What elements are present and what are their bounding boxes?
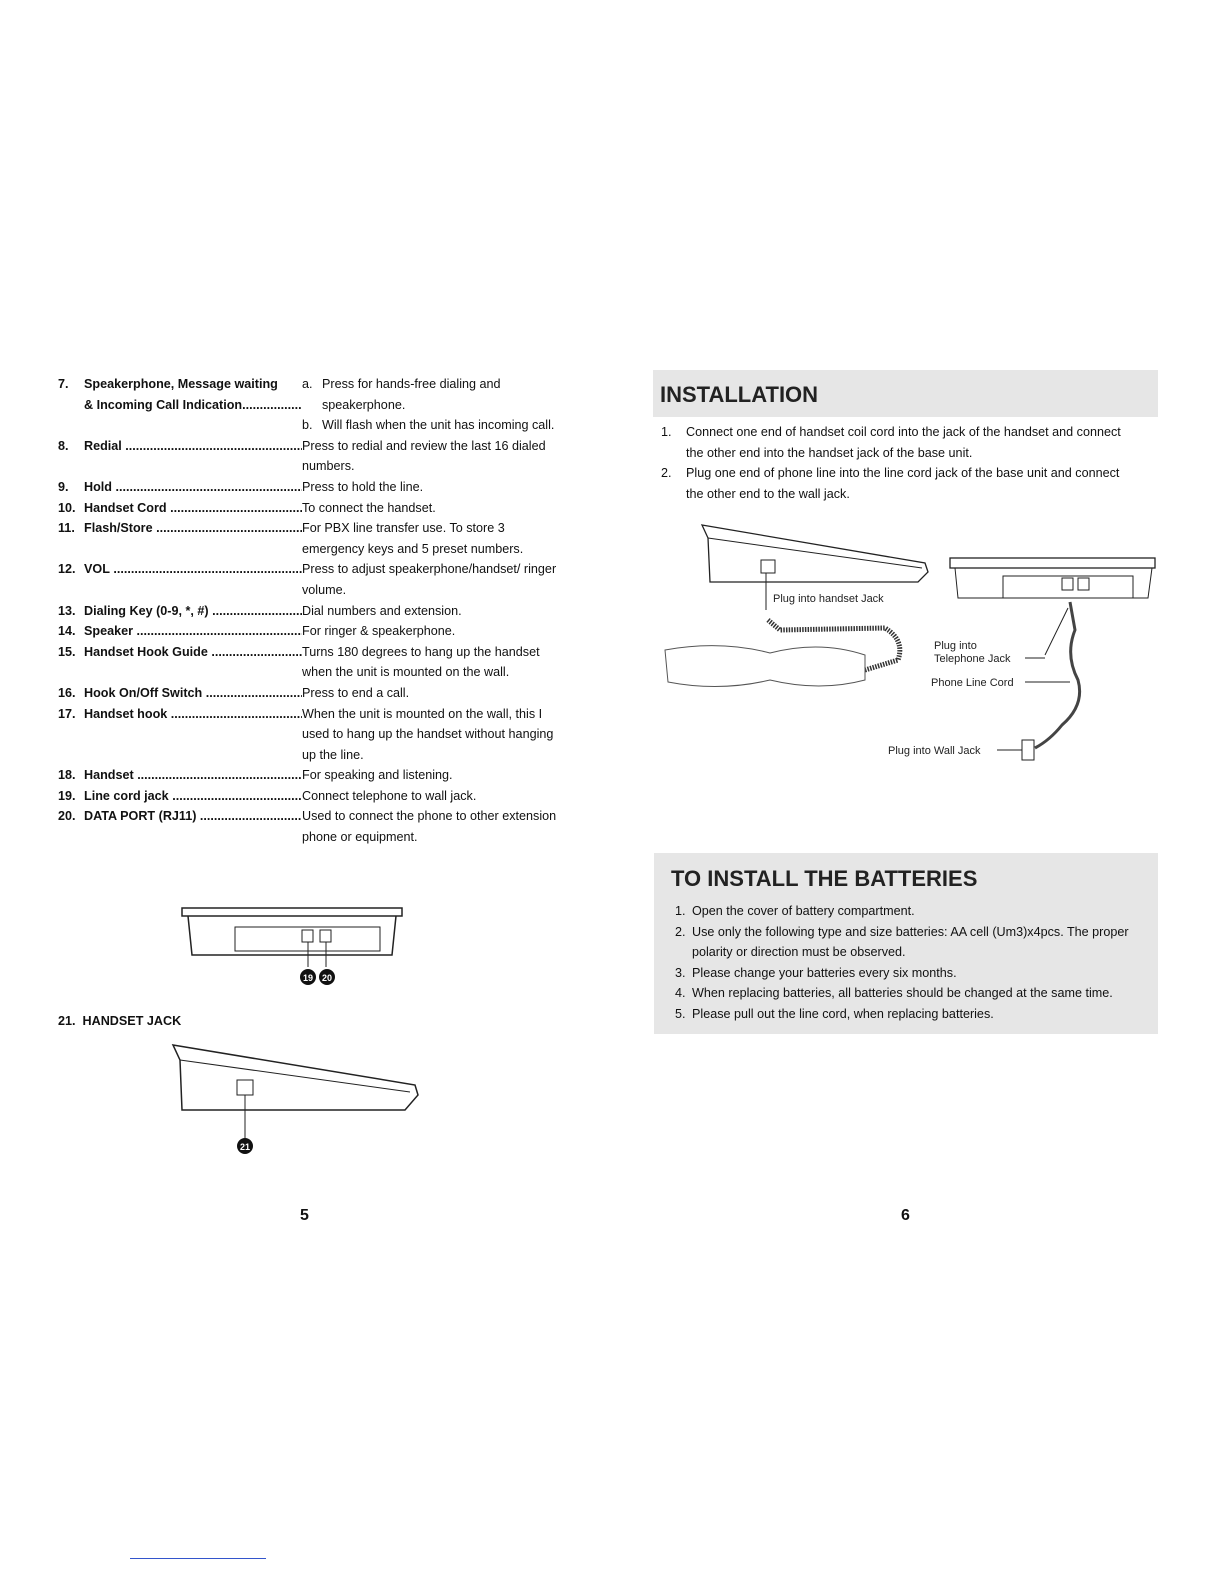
feature-item: [58, 765, 558, 786]
item-label: Handset hook: [84, 706, 168, 721]
label-phone-line-cord: Phone Line Cord: [931, 677, 1014, 689]
section-title: INSTALLATION: [660, 382, 819, 407]
item-desc: Press to hold the line.: [302, 479, 424, 494]
list-item: 3. Please change your batteries every six months.: [675, 965, 957, 980]
feature-item: [58, 518, 558, 559]
feature-item: [58, 498, 558, 519]
callout-19: 19: [302, 973, 314, 983]
item-label: & Incoming Call Indication: [84, 397, 243, 412]
feature-item: [58, 683, 558, 704]
item-desc: When the unit is mounted on the wall, this I used to hang up the handset without hanging up the line.: [302, 706, 554, 762]
item-number: 9.: [58, 479, 69, 494]
item-label: Line cord jack: [84, 788, 169, 803]
item-number: 19.: [58, 788, 76, 803]
item-number: 11.: [58, 521, 75, 536]
item-desc: For PBX line transfer use. To store 3 emergency keys and 5 preset numbers.: [302, 521, 524, 556]
list-item: 5. Please pull out the line cord, when replacing batteries.: [675, 1006, 994, 1021]
item-number: 12.: [58, 562, 76, 577]
item-number: 13.: [58, 603, 76, 618]
item-desc: Turns 180 degrees to hang up the handset when the unit is mounted on the wall.: [302, 644, 540, 680]
item-label: Hold: [84, 479, 112, 494]
list-item: 2. Use only the following type and size batteries: AA cell (Um3)x4pcs. The proper polarity or direction must be observed.: [675, 924, 1129, 960]
feature-item: [58, 704, 558, 766]
item-desc: To connect the handset.: [302, 500, 436, 515]
callout-20: 20: [321, 973, 333, 983]
item-label: Speaker: [84, 624, 134, 639]
item-desc: For speaking and listening.: [302, 768, 453, 783]
feature-item: [58, 621, 558, 642]
feature-item: [58, 806, 558, 847]
installation-diagram: [660, 520, 1160, 770]
item-number: 17.: [58, 706, 76, 721]
item-number: 8.: [58, 438, 69, 453]
item-desc: Will flash when the unit has incoming call.: [322, 418, 555, 433]
list-item: 4. When replacing batteries, all batteries should be changed at the same time.: [675, 986, 1113, 1001]
sub-letter: b.: [302, 418, 313, 433]
item-number: 18.: [58, 768, 76, 783]
phone-rear-diagram: [180, 905, 410, 990]
label-telephone-jack: Telephone Jack: [934, 653, 1011, 665]
page-number: 6: [901, 1207, 910, 1224]
callout-21: 21: [239, 1142, 251, 1152]
item-label: VOL: [84, 562, 110, 577]
item-label: Speakerphone, Message waiting: [84, 377, 278, 391]
item-desc: Press for hands-free dialing and speakerphone.: [322, 377, 501, 412]
item-number: 16.: [58, 685, 76, 700]
installation-steps: [661, 422, 1121, 504]
handset-jack-heading: 21. HANDSET JACK: [58, 1014, 182, 1028]
item-desc: For ringer & speakerphone.: [302, 624, 456, 639]
feature-item: [58, 477, 558, 498]
item-number: 7.: [58, 377, 69, 391]
label-wall-jack: Plug into Wall Jack: [888, 745, 981, 757]
item-desc: Dial numbers and extension.: [302, 603, 462, 618]
item-number: 14.: [58, 624, 76, 639]
list-item: 1. Open the cover of battery compartment.: [675, 904, 915, 918]
section-title: TO INSTALL THE BATTERIES: [671, 866, 978, 891]
label-telephone-jack: Plug into: [934, 640, 977, 652]
item-label: Dialing Key (0-9, *, #): [84, 603, 209, 618]
item-label: Flash/Store: [84, 521, 153, 536]
sub-letter: a.: [302, 377, 313, 391]
item-number: 10.: [58, 500, 76, 515]
feature-item: [58, 601, 558, 622]
list-item: 2. Plug one end of phone line into the line cord jack of the base unit and connect the other end to the wall jack.: [661, 466, 1120, 501]
link-underline: [130, 1558, 266, 1559]
item-label: Redial: [84, 438, 122, 453]
installation-header: [653, 370, 1158, 417]
feature-item: [58, 559, 558, 600]
list-item: 1. Connect one end of handset coil cord into the jack of the handset and connect the other end into the handset jack of the base unit.: [661, 425, 1121, 460]
feature-item: [58, 786, 558, 807]
item-label: Handset Cord: [84, 500, 167, 515]
item-desc: Press to adjust speakerphone/handset/ ringer volume.: [302, 562, 557, 597]
item-number: 15.: [58, 644, 76, 659]
item-number: 20.: [58, 809, 76, 824]
item-desc: Used to connect the phone to other extension phone or equipment.: [302, 809, 557, 845]
feature-item: [58, 374, 558, 436]
item-label: Handset: [84, 768, 134, 783]
item-desc: Press to end a call.: [302, 685, 410, 700]
item-label: DATA PORT (RJ11): [84, 809, 197, 824]
feature-item: [58, 436, 558, 477]
feature-list: [58, 374, 558, 848]
item-desc: Connect telephone to wall jack.: [302, 788, 477, 803]
item-label: Handset Hook Guide: [84, 644, 208, 659]
feature-item: [58, 642, 558, 683]
label-handset-jack: Plug into handset Jack: [773, 593, 884, 605]
item-desc: Press to redial and review the last 16 dialed numbers.: [302, 438, 546, 474]
item-label: Hook On/Off Switch: [84, 685, 203, 700]
page-number: 5: [300, 1207, 309, 1224]
phone-side-diagram: [170, 1040, 425, 1160]
batteries-section: [654, 853, 1158, 1034]
